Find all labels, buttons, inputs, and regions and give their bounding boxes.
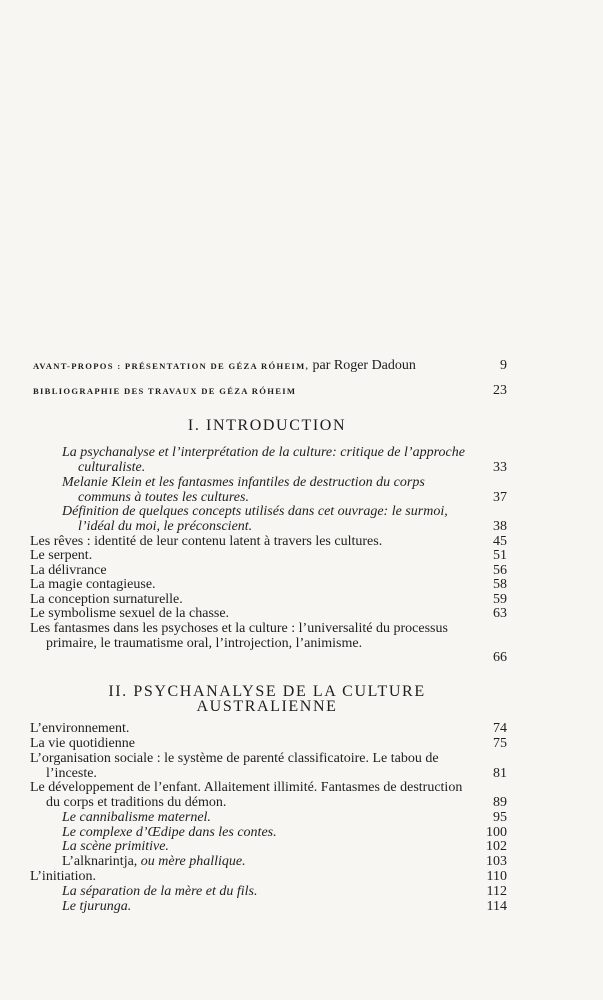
- toc-entry: L’initiation.: [30, 869, 96, 884]
- toc-entry: Le serpent.: [30, 548, 93, 563]
- toc-entry-page: 89: [493, 795, 507, 810]
- toc-entry-page: 45: [493, 534, 507, 549]
- toc-entry: Les fantasmes dans les psychoses et la culture : l’universalité du processus primaire, le traumatisme oral, l’introjection, l’animisme.: [30, 621, 448, 651]
- toc-entry: [62, 855, 472, 870]
- toc-entry: Melanie Klein et les fantasmes infantiles de destruction du corps communs à toutes les cultures.: [62, 475, 425, 505]
- toc-entry-page: 63: [493, 606, 507, 621]
- toc-entry-page: 102: [486, 839, 507, 854]
- toc-entry: Le tjurunga.: [62, 899, 132, 914]
- avant-propos-page-number: 9: [500, 358, 507, 373]
- section-1-title: I. INTRODUCTION: [187, 417, 347, 434]
- toc-entry: Définition de quelques concepts utilisés dans cet ouvrage: le surmoi, l’idéal du moi, le préconscient.: [62, 504, 448, 534]
- toc-entry: La scène primitive.: [62, 839, 169, 854]
- bibliographie-page-number: 23: [493, 383, 507, 398]
- toc-entry-page: 66: [493, 650, 507, 665]
- toc-entry: La psychanalyse et l’interprétation de la culture: critique de l’approche culturaliste.: [62, 445, 465, 475]
- toc-entry-page: 75: [493, 736, 507, 751]
- toc-entry-roman: L’alknarintja,: [62, 854, 138, 869]
- toc-entry-page: 100: [486, 825, 507, 840]
- toc-entry: Le développement de l’enfant. Allaitement illimité. Fantasmes de destruction du corps et traditions du démon.: [30, 780, 463, 810]
- toc-entry-page: 38: [493, 519, 507, 534]
- toc-entry: La magie contagieuse.: [30, 577, 156, 592]
- toc-entry-page: 114: [486, 899, 507, 914]
- toc-entry-page: 95: [493, 810, 507, 825]
- toc-entry-page: 112: [486, 884, 507, 899]
- avant-propos-label: AVANT-PROPOS : PRÉSENTATION DE GÉZA RÓHEIM,: [33, 361, 310, 371]
- toc-entry-page: 56: [493, 563, 507, 578]
- toc-entry: La conception surnaturelle.: [30, 592, 183, 607]
- toc-entry: La séparation de la mère et du fils.: [62, 884, 258, 899]
- toc-entry: L’environnement.: [30, 721, 130, 736]
- toc-entry: L’organisation sociale : le système de parenté classificatoire. Le tabou de l’inceste.: [30, 751, 439, 781]
- toc-entry: Le cannibalisme maternel.: [62, 810, 211, 825]
- bibliographie-label: BIBLIOGRAPHIE DES TRAVAUX DE GÉZA RÓHEIM: [33, 386, 297, 396]
- toc-entry-page: 58: [493, 577, 507, 592]
- toc-entry-page: 59: [493, 592, 507, 607]
- toc-entry-page: 81: [493, 766, 507, 781]
- toc-entry-page: 33: [493, 460, 507, 475]
- toc-entry-page: 37: [493, 490, 507, 505]
- toc-front-avant-propos: [33, 360, 507, 372]
- toc-entry: Les rêves : identité de leur contenu latent à travers les cultures.: [30, 534, 383, 549]
- toc-entry-page: 51: [493, 548, 507, 563]
- toc-entry: Le symbolisme sexuel de la chasse.: [30, 606, 230, 621]
- toc-entry: La délivrance: [30, 563, 107, 578]
- section-2-title-line-1: II. PSYCHANALYSE DE LA CULTURE: [108, 683, 426, 700]
- section-2-title-line-2: AUSTRALIENNE: [196, 698, 338, 715]
- toc-entry-italic: ou mère phallique.: [137, 854, 246, 869]
- toc-entry-page: 110: [486, 869, 507, 884]
- toc-entry: Le complexe d’Œdipe dans les contes.: [62, 825, 277, 840]
- toc-front-bibliographie: [33, 385, 507, 397]
- avant-propos-author: par Roger Dadoun: [312, 358, 416, 373]
- toc-entry: La vie quotidienne: [30, 736, 135, 751]
- toc-entry-page: 103: [486, 854, 507, 869]
- toc-entry-page: 74: [493, 721, 507, 736]
